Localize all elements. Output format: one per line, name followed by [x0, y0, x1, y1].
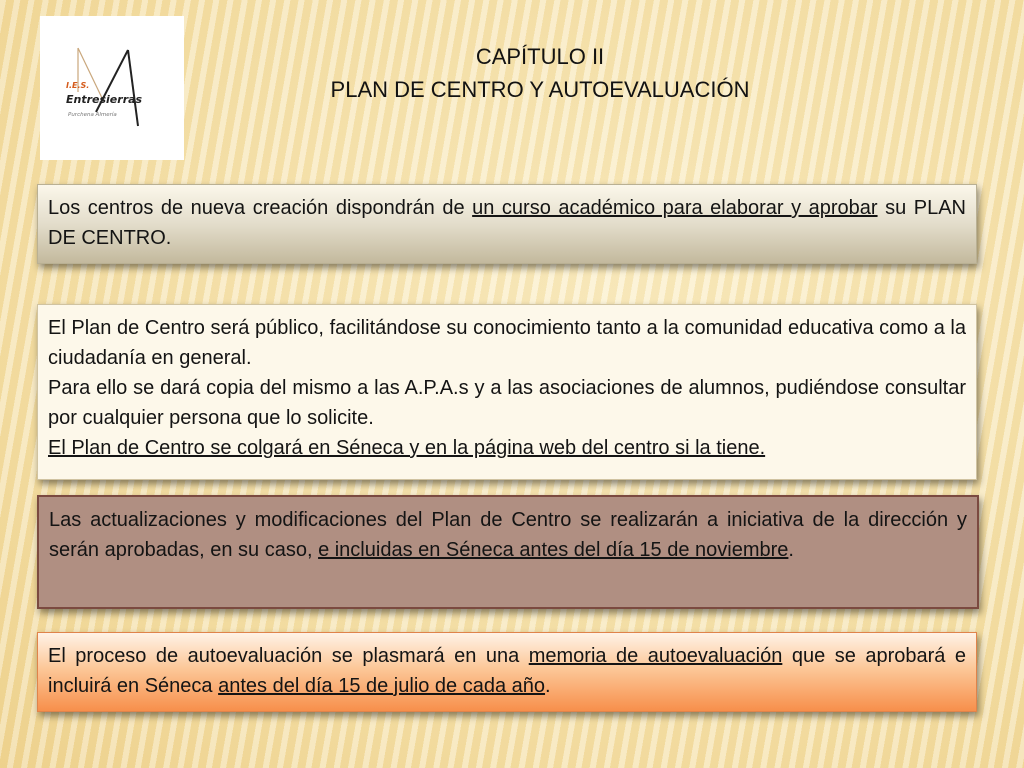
logo-name: Entresierras: [66, 93, 143, 106]
new-centers-text: Los centros de nueva creación dispondrán de un curso académico para elaborar y aprobar su PLAN DE CENTRO.: [48, 197, 967, 249]
self-evaluation-text: El proceso de autoevaluación se plasmará en una memoria de autoevaluación que se aprobará e incluirá en Séneca antes del día 15 de julio de cada año.: [48, 645, 967, 697]
self-evaluation-box: [37, 632, 977, 712]
slide-title-line1: CAPÍTULO II: [475, 44, 605, 69]
slide-title-line2: PLAN DE CENTRO Y AUTOEVALUACIÓN: [330, 77, 750, 102]
public-plan-paragraph-1: El Plan de Centro será público, facilitándose su conocimiento tanto a la comunidad educativa como a la ciudadanía en general.: [48, 317, 966, 369]
public-plan-paragraph-2: Para ello se dará copia del mismo a las A.P.A.s y a las asociaciones de alumnos, pudiéndose consultar por cualquier persona que lo solicite.: [48, 377, 966, 429]
school-logo: [40, 16, 184, 160]
public-plan-box: [37, 304, 977, 480]
updates-text: Las actualizaciones y modificaciones del Plan de Centro se realizarán a iniciativa de la dirección y serán aprobadas, en su caso, e incluidas en Séneca antes del día 15 de noviembre.: [49, 509, 967, 561]
logo-location: Purchena Almería: [68, 112, 117, 118]
logo-mountain-icon: [40, 16, 184, 160]
logo-prefix: I.E.S.: [66, 81, 90, 90]
updates-box: [37, 495, 979, 609]
public-plan-paragraph-3: El Plan de Centro se colgará en Séneca y en la página web del centro si la tiene.: [48, 437, 766, 459]
new-centers-box: [37, 184, 977, 264]
